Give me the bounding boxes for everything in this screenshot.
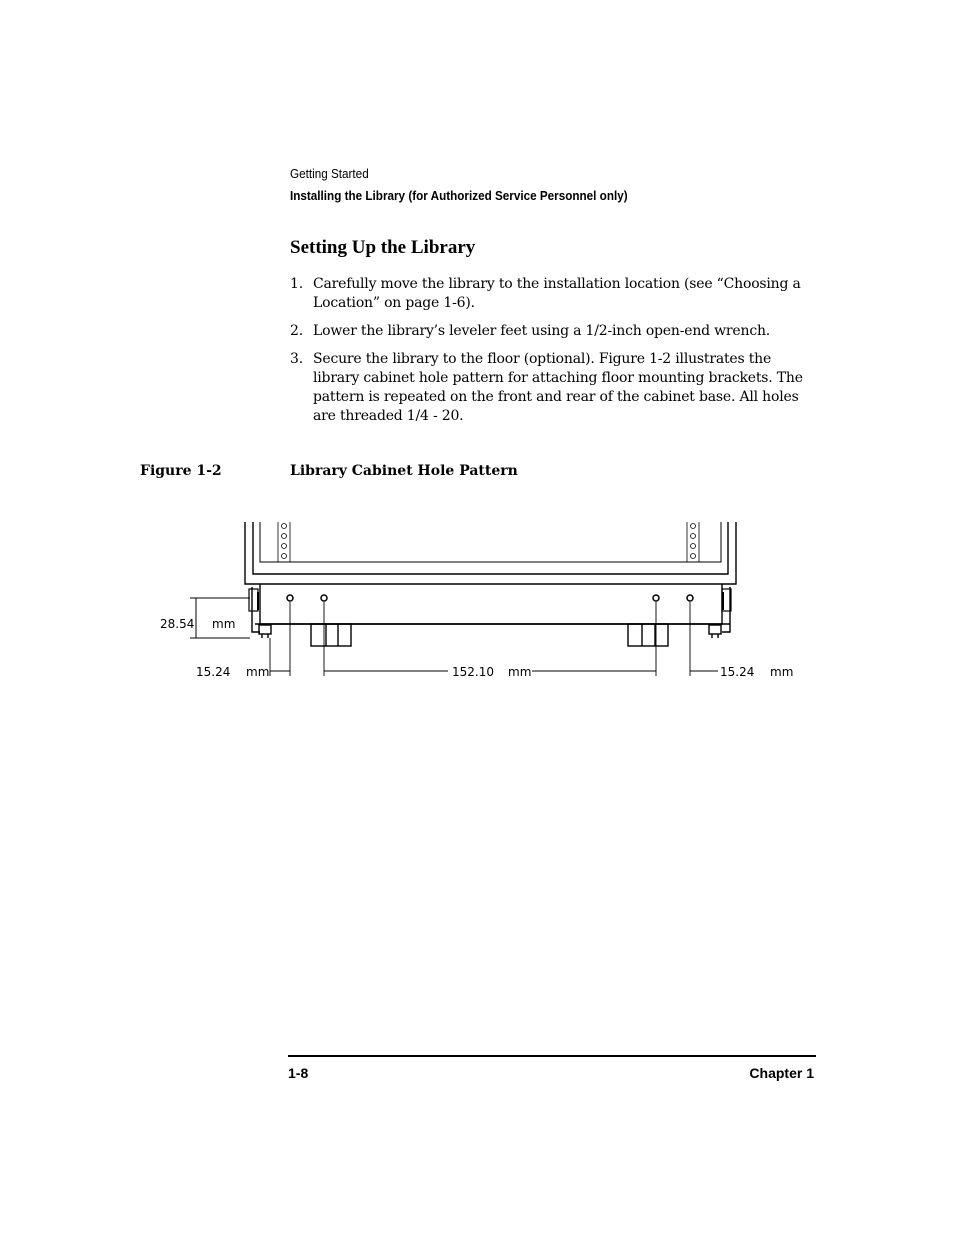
step-item	[290, 275, 816, 313]
mounting-hole	[653, 595, 659, 601]
cabinet-inner-frame	[253, 522, 728, 574]
height-dimension-unit: mm	[212, 617, 236, 631]
running-header-subsection: Installing the Library (for Authorized Service Personnel only)	[290, 188, 628, 203]
right-offset-unit: mm	[770, 665, 794, 679]
left-bracket	[249, 589, 258, 611]
right-offset-value: 15.24	[720, 665, 755, 679]
step-text: Lower the library’s leveler feet using a 1/2-inch open-end wrench.	[313, 323, 771, 339]
mounting-hole	[687, 595, 693, 601]
step-item	[290, 322, 816, 341]
mounting-holes	[287, 595, 693, 601]
left-offset-value: 15.24	[196, 665, 231, 679]
hole-pattern-drawing	[150, 512, 802, 690]
rack-holes-left	[278, 522, 290, 562]
caster-block-left	[311, 624, 351, 646]
step-text: Secure the library to the floor (optional). Figure 1-2 illustrates the library cabinet hole pattern for attaching floor mounting brackets. The pattern is repeated on the front and rear of the cabinet base. All holes are threaded 1/4 - 20.	[313, 351, 803, 424]
footer-page-number: 1-8	[288, 1065, 309, 1081]
leveler-foot-left	[259, 625, 271, 638]
running-header-section: Getting Started	[290, 166, 369, 181]
footer-rule	[288, 1055, 816, 1057]
step-number: 3.	[290, 351, 303, 367]
cabinet-frame	[245, 522, 736, 584]
figure-number: Figure 1-2	[140, 463, 222, 479]
section-heading: Setting Up the Library	[290, 237, 476, 258]
cabinet-base	[260, 584, 722, 624]
height-dimension-value: 28.54	[160, 617, 195, 631]
step-item	[290, 350, 816, 426]
mounting-hole	[321, 595, 327, 601]
figure-title: Library Cabinet Hole Pattern	[290, 463, 518, 479]
step-number: 2.	[290, 323, 303, 339]
rack-holes-right	[687, 522, 699, 562]
steps-list	[290, 275, 816, 435]
caster-block-right	[628, 624, 668, 646]
footer-chapter: Chapter 1	[749, 1065, 814, 1081]
step-number: 1.	[290, 276, 303, 292]
mounting-hole	[287, 595, 293, 601]
spacing-value: 152.10	[452, 665, 494, 679]
leveler-foot-right	[709, 625, 721, 638]
step-text: Carefully move the library to the installation location (see “Choosing a Location” on page 1-6).	[313, 276, 801, 311]
left-offset-unit: mm	[246, 665, 270, 679]
hole-pattern-figure	[150, 512, 802, 690]
spacing-unit: mm	[508, 665, 532, 679]
